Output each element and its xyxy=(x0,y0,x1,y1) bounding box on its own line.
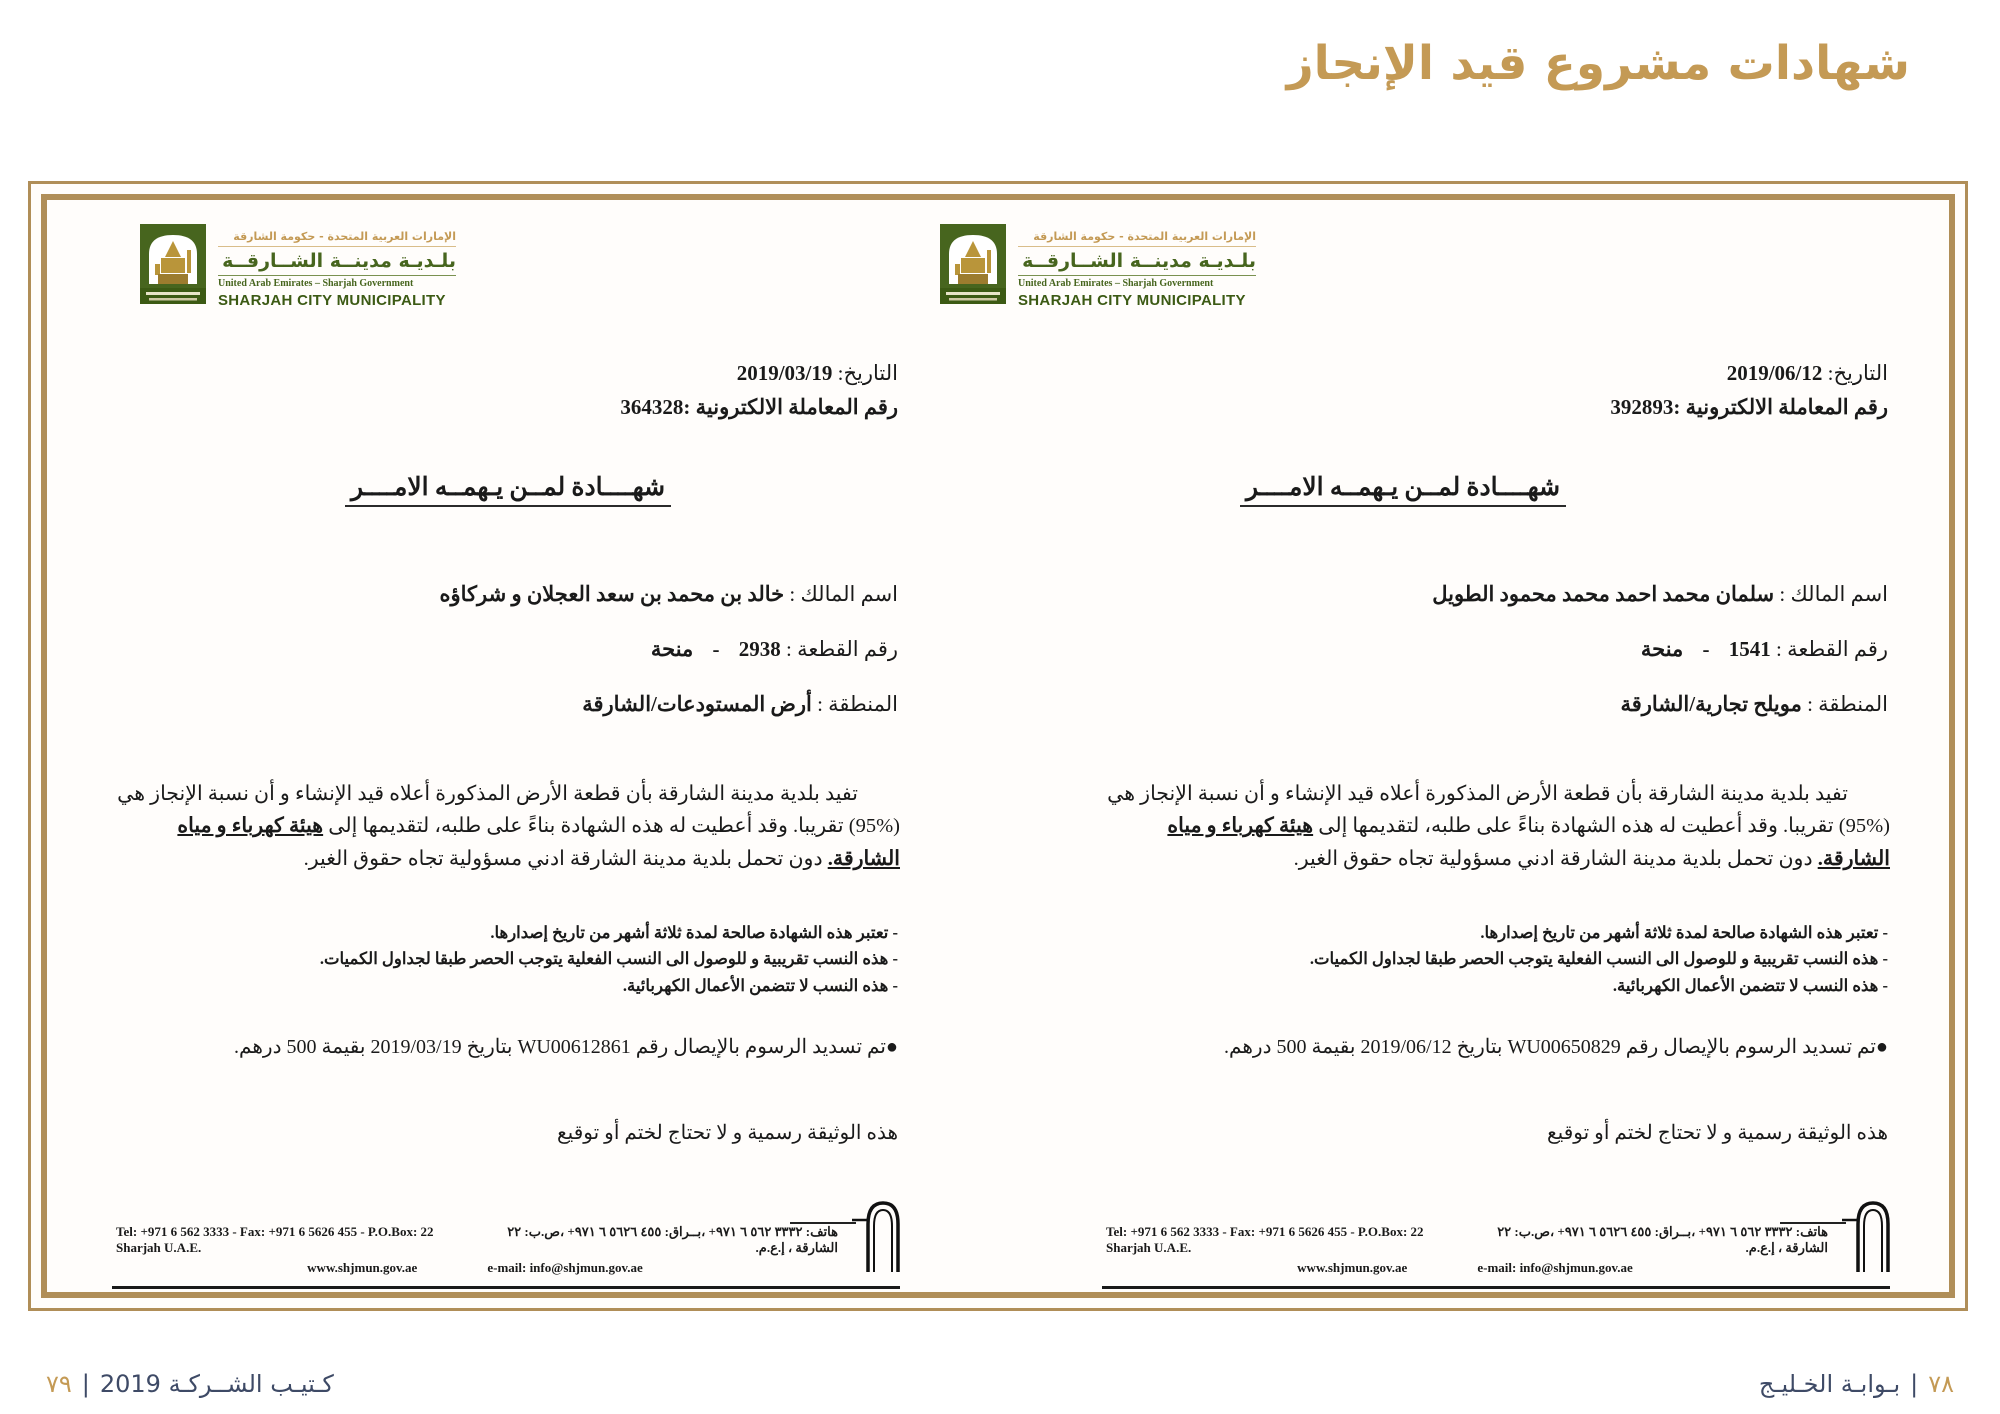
footer-divider xyxy=(1102,1286,1890,1289)
book-footer-left xyxy=(46,1370,334,1398)
plot-type: منحة xyxy=(650,637,694,661)
letterhead-name-arabic: بلـديـة مدينــة الشــارقــة xyxy=(1022,250,1256,272)
date-value: 2019/06/12 xyxy=(1726,361,1823,385)
contact-footer xyxy=(1102,1224,1890,1289)
plot-dash: - xyxy=(1702,637,1710,661)
owner-name: سلمان محمد احمد محمد محمود الطويل xyxy=(1432,582,1775,606)
email-text: e-mail: info@shjmun.gov.ae xyxy=(1477,1260,1633,1275)
footer-divider-short xyxy=(1780,1222,1846,1224)
body-text-post: دون تحمل بلدية مدينة الشارقة ادني مسؤولية تجاه حقوق الغير. xyxy=(303,847,823,870)
certificate-body xyxy=(110,778,900,875)
plot-label: رقم القطعة : xyxy=(1776,637,1888,661)
contact-line1 xyxy=(112,1224,900,1256)
sharjah-municipality-emblem-icon xyxy=(140,224,206,309)
date-label: التاريخ: xyxy=(1827,361,1888,385)
note-item: - هذه النسب لا تتضمن الأعمال الكهربائية. xyxy=(1612,975,1888,995)
book-title: بـوابـة الخـليـج xyxy=(1758,1370,1901,1398)
area-value: مويلح تجارية/الشارقة xyxy=(1620,692,1802,716)
body-text-underlined: هيئة كهرباء و مياه الشارقة. xyxy=(177,815,900,870)
transaction-value: 392893 xyxy=(1610,395,1674,419)
date-line xyxy=(1610,356,1888,390)
plot-number: 2938 xyxy=(738,637,781,661)
footer-divider xyxy=(112,1286,900,1289)
letterhead-gov-arabic: الإمارات العربية المتحدة - حكومة الشارقة xyxy=(218,230,456,247)
owner-row xyxy=(1432,580,1888,608)
municipality-letterhead xyxy=(940,224,1256,309)
contact-line2 xyxy=(112,1260,900,1276)
owner-label: اسم المالك : xyxy=(789,582,898,606)
transaction-line xyxy=(620,390,898,424)
payment-statement: ●تم تسديد الرسوم بالإيصال رقم WU00612861 بتاريخ 2019/03/19 بقيمة 500 درهم. xyxy=(234,1036,898,1058)
contact-english: Tel: +971 6 562 3333 - Fax: +971 6 5626 455 - P.O.Box: 22 Sharjah U.A.E. xyxy=(1106,1224,1424,1255)
area-label: المنطقة : xyxy=(817,692,898,716)
letterhead-name-english: SHARJAH CITY MUNICIPALITY xyxy=(218,292,446,309)
footer-separator: | xyxy=(1910,1370,1919,1398)
page-number-right: ٧٨ xyxy=(1928,1370,1954,1398)
contact-arabic: هاتف: ٣٣٣٢ ٥٦٢ ٦ ٩٧١+ ،بــراق: ٤٥٥ ٥٦٢٦ ٦ ٩٧١+ ،ص.ب: ٢٢ الشارقة ، إ.ع.م. xyxy=(507,1224,838,1255)
owner-info xyxy=(439,580,898,745)
letterhead-name-arabic: بلـديـة مدينــة الشــارقــة xyxy=(222,250,456,272)
letterhead-name-english: SHARJAH CITY MUNICIPALITY xyxy=(1018,292,1246,309)
certificate-left xyxy=(108,184,908,1308)
footer-divider-short xyxy=(790,1222,856,1224)
owner-label: اسم المالك : xyxy=(1779,582,1888,606)
plot-row xyxy=(1432,635,1888,663)
area-row xyxy=(1432,690,1888,718)
note-item: - هذه النسب تقريبية و للوصول الى النسب الفعلية يتوجب الحصر طبقا لجداول الكميات. xyxy=(319,949,898,969)
area-row xyxy=(439,690,898,718)
letterhead-gov-arabic: الإمارات العربية المتحدة - حكومة الشارقة xyxy=(1018,230,1256,247)
official-document-note: هذه الوثيقة رسمية و لا تحتاج لختم أو توقيع xyxy=(1547,1122,1888,1144)
note-item: - هذه النسب لا تتضمن الأعمال الكهربائية. xyxy=(622,975,898,995)
letterhead-gov-english: United Arab Emirates – Sharjah Government xyxy=(218,275,456,289)
notes-list xyxy=(1310,920,1888,999)
area-label: المنطقة : xyxy=(1807,692,1888,716)
page-number-left: ٧٩ xyxy=(46,1370,72,1398)
plot-type: منحة xyxy=(1640,637,1684,661)
footer-separator: | xyxy=(81,1370,90,1398)
certificates-frame xyxy=(28,181,1968,1311)
area-value: أرض المستودعات/الشارقة xyxy=(582,692,812,716)
owner-info xyxy=(1432,580,1888,745)
plot-row xyxy=(439,635,898,663)
official-document-note: هذه الوثيقة رسمية و لا تحتاج لختم أو توقيع xyxy=(557,1122,898,1144)
note-item: - تعتبر هذه الشهادة صالحة لمدة ثلاثة أشهر من تاريخ إصدارها. xyxy=(1480,923,1888,942)
body-text-pre: تفيد بلدية مدينة الشارقة بأن قطعة الأرض المذكورة أعلاه قيد الإنشاء و أن نسبة الإنجاز هي (%95) تقريبا. وقد أعطيت له هذه الشهادة بناءً على طلبه، لتقديمها إلى xyxy=(117,783,900,838)
certificate-body xyxy=(1100,778,1890,875)
transaction-label: رقم المعاملة الالكترونية : xyxy=(683,395,898,419)
note-item: - تعتبر هذه الشهادة صالحة لمدة ثلاثة أشهر من تاريخ إصدارها. xyxy=(490,923,898,942)
contact-line1 xyxy=(1102,1224,1890,1256)
date-line xyxy=(620,356,898,390)
letterhead-gov-english: United Arab Emirates – Sharjah Government xyxy=(1018,275,1256,289)
body-text-pre: تفيد بلدية مدينة الشارقة بأن قطعة الأرض المذكورة أعلاه قيد الإنشاء و أن نسبة الإنجاز هي (%95) تقريبا. وقد أعطيت له هذه الشهادة بناءً على طلبه، لتقديمها إلى xyxy=(1107,783,1890,838)
plot-label: رقم القطعة : xyxy=(786,637,898,661)
transaction-line xyxy=(1610,390,1888,424)
letterhead-text xyxy=(1018,224,1256,309)
municipality-arch-icon xyxy=(852,1190,912,1279)
book-footer-right xyxy=(1759,1370,1954,1398)
date-transaction-block xyxy=(620,356,898,424)
website-text: www.shjmun.gov.ae xyxy=(1297,1260,1408,1275)
website-text: www.shjmun.gov.ae xyxy=(307,1260,418,1275)
email-text: e-mail: info@shjmun.gov.ae xyxy=(487,1260,643,1275)
book-title: كـتيـب الشــركـة 2019 xyxy=(99,1370,334,1398)
contact-footer xyxy=(112,1224,900,1289)
owner-row xyxy=(439,580,898,608)
municipality-arch-icon xyxy=(1842,1190,1902,1279)
body-text-underlined: هيئة كهرباء و مياه الشارقة. xyxy=(1167,815,1890,870)
date-value: 2019/03/19 xyxy=(736,361,833,385)
certificate-title: شهــــادة لمــن يـهمــه الامــــر xyxy=(908,472,1898,502)
contact-english: Tel: +971 6 562 3333 - Fax: +971 6 5626 455 - P.O.Box: 22 Sharjah U.A.E. xyxy=(116,1224,434,1255)
transaction-label: رقم المعاملة الالكترونية : xyxy=(1673,395,1888,419)
sharjah-municipality-emblem-icon xyxy=(940,224,1006,309)
letterhead-text xyxy=(218,224,456,309)
plot-dash: - xyxy=(712,637,720,661)
certificate-right xyxy=(908,184,1898,1308)
notes-list xyxy=(320,920,898,999)
certificate-title: شهــــادة لمــن يـهمــه الامــــر xyxy=(108,472,908,502)
body-text-post: دون تحمل بلدية مدينة الشارقة ادني مسؤولية تجاه حقوق الغير. xyxy=(1293,847,1813,870)
date-label: التاريخ: xyxy=(837,361,898,385)
date-transaction-block xyxy=(1610,356,1888,424)
owner-name: خالد بن محمد بن سعد العجلان و شركاؤه xyxy=(439,582,785,606)
contact-arabic: هاتف: ٣٣٣٢ ٥٦٢ ٦ ٩٧١+ ،بــراق: ٤٥٥ ٥٦٢٦ ٦ ٩٧١+ ،ص.ب: ٢٢ الشارقة ، إ.ع.م. xyxy=(1497,1224,1828,1255)
payment-statement: ●تم تسديد الرسوم بالإيصال رقم WU00650829 بتاريخ 2019/06/12 بقيمة 500 درهم. xyxy=(1224,1036,1888,1058)
section-title: شهادات مشروع قيد الإنجاز xyxy=(1286,36,1910,91)
note-item: - هذه النسب تقريبية و للوصول الى النسب الفعلية يتوجب الحصر طبقا لجداول الكميات. xyxy=(1309,949,1888,969)
transaction-value: 364328 xyxy=(620,395,684,419)
contact-line2 xyxy=(1102,1260,1890,1276)
municipality-letterhead xyxy=(140,224,456,309)
plot-number: 1541 xyxy=(1728,637,1771,661)
